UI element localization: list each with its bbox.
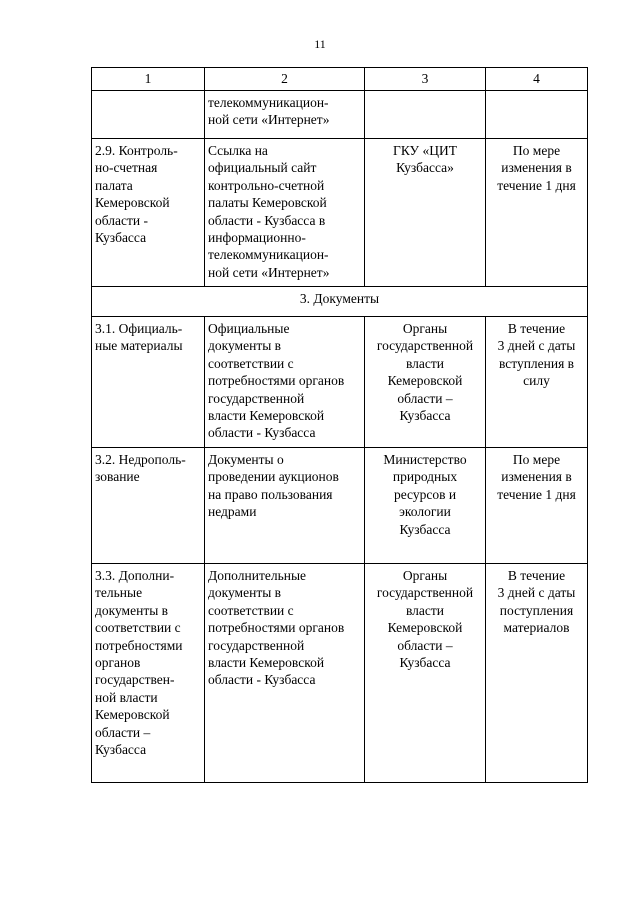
row-cell-deadline (486, 91, 588, 139)
table-row (92, 139, 588, 287)
row-cell-responsible: ГКУ «ЦИТ Кузбасса» (365, 139, 486, 287)
section-heading-row (92, 287, 588, 317)
row-cell-deadline: По мере изменения в течение 1 дня (486, 448, 588, 564)
row-cell-deadline: По мере изменения в течение 1 дня (486, 139, 588, 287)
table-row (92, 91, 588, 139)
row-cell-section: 3.2. Недрополь- зование (92, 448, 205, 564)
table-row (92, 448, 588, 564)
row-cell-content: Дополнительные документы в соответствии с потребностями органов государственной власти Кемеровской области - Кузбасса (205, 564, 365, 783)
row-cell-deadline: В течение 3 дней с даты вступления в силу (486, 317, 588, 448)
row-cell-section (92, 91, 205, 139)
table-header-row (92, 68, 588, 91)
column-header-1: 1 (92, 68, 205, 91)
table-row (92, 564, 588, 783)
column-header-4: 4 (486, 68, 588, 91)
row-cell-deadline: В течение 3 дней с даты поступления материалов (486, 564, 588, 783)
row-cell-content: телекоммуникацион- ной сети «Интернет» (205, 91, 365, 139)
row-cell-responsible (365, 91, 486, 139)
table-row (92, 317, 588, 448)
row-cell-section: 2.9. Контроль- но-счетная палата Кемеровской области - Кузбасса (92, 139, 205, 287)
row-cell-responsible: Министерство природных ресурсов и экологии Кузбасса (365, 448, 486, 564)
row-cell-section: 3.3. Дополни- тельные документы в соответствии с потребностями органов государствен- ной власти Кемеровской области – Кузбасса (92, 564, 205, 783)
row-cell-responsible: Органы государственной власти Кемеровской области – Кузбасса (365, 564, 486, 783)
information-table (91, 67, 588, 783)
row-cell-section: 3.1. Официаль- ные материалы (92, 317, 205, 448)
section-heading: 3. Документы (92, 287, 588, 317)
row-cell-responsible: Органы государственной власти Кемеровской области – Кузбасса (365, 317, 486, 448)
row-cell-content: Документы о проведении аукционов на право пользования недрами (205, 448, 365, 564)
column-header-3: 3 (365, 68, 486, 91)
column-header-2: 2 (205, 68, 365, 91)
row-cell-content: Ссылка на официальный сайт контрольно-счетной палаты Кемеровской области - Кузбасса в информационно- телекоммуникацион- ной сети «Интернет» (205, 139, 365, 287)
page-number: 11 (314, 37, 326, 51)
row-cell-content: Официальные документы в соответствии с потребностями органов государственной власти Кемеровской области - Кузбасса (205, 317, 365, 448)
